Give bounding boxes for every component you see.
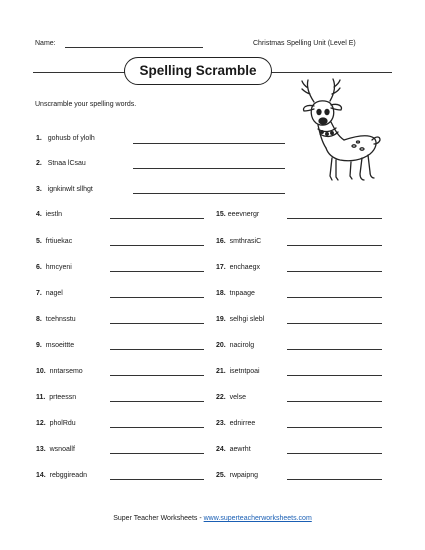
- footer-link[interactable]: www.superteacherworksheets.com: [203, 515, 312, 522]
- list-item: [216, 368, 260, 378]
- item-number: 11.: [36, 394, 46, 401]
- answer-blank[interactable]: [110, 479, 204, 480]
- list-item: [36, 368, 83, 378]
- scrambled-word: nagel: [45, 290, 63, 297]
- item-number: 15.: [216, 211, 226, 218]
- footer: [0, 515, 425, 522]
- list-item: [36, 186, 93, 196]
- list-item: [216, 342, 254, 352]
- scrambled-word: iestln: [45, 211, 63, 218]
- scrambled-word: nntarsemo: [49, 368, 83, 375]
- scrambled-word: isetntpoai: [229, 368, 260, 375]
- scrambled-word: tnpaage: [229, 290, 255, 297]
- answer-blank[interactable]: [110, 218, 204, 219]
- item-number: 1.: [36, 135, 42, 142]
- item-number: 24.: [216, 446, 226, 453]
- item-number: 8.: [36, 316, 42, 323]
- scrambled-word: ignkinwlt sllhgt: [47, 186, 93, 193]
- answer-blank[interactable]: [110, 245, 204, 246]
- item-number: 9.: [36, 342, 42, 349]
- scrambled-word: smthrasiC: [229, 238, 262, 245]
- list-item: [216, 394, 246, 404]
- scrambled-word: pholRdu: [49, 420, 76, 427]
- answer-blank[interactable]: [110, 323, 204, 324]
- page-title: Spelling Scramble: [124, 57, 272, 85]
- answer-blank[interactable]: [133, 168, 285, 169]
- scrambled-word: eeevnergr: [227, 211, 260, 218]
- list-item: [216, 211, 259, 221]
- unit-label: Christmas Spelling Unit (Level E): [253, 40, 356, 47]
- item-number: 21.: [216, 368, 226, 375]
- answer-blank[interactable]: [110, 401, 204, 402]
- list-item: [36, 394, 76, 404]
- scrambled-word: prteessn: [49, 394, 77, 401]
- item-number: 13.: [36, 446, 46, 453]
- name-blank[interactable]: [65, 39, 203, 48]
- answer-blank[interactable]: [287, 297, 382, 298]
- scrambled-word: selhgi slebl: [229, 316, 265, 323]
- item-number: 10.: [36, 368, 46, 375]
- scrambled-word: tcehnsstu: [45, 316, 76, 323]
- scrambled-word: rwpaipng: [229, 472, 259, 479]
- list-item: [36, 211, 62, 221]
- list-item: [216, 472, 258, 482]
- scrambled-word: rebggireadn: [49, 472, 87, 479]
- list-item: [216, 420, 255, 430]
- list-item: [36, 238, 72, 248]
- instructions: Unscramble your spelling words.: [35, 101, 137, 108]
- footer-text: Super Teacher Worksheets -: [113, 515, 204, 522]
- list-item: [216, 290, 255, 300]
- answer-blank[interactable]: [287, 349, 382, 350]
- item-number: 12.: [36, 420, 46, 427]
- scrambled-word: aewrht: [229, 446, 251, 453]
- list-item: [36, 446, 75, 456]
- answer-blank[interactable]: [110, 453, 204, 454]
- item-number: 6.: [36, 264, 42, 271]
- answer-blank[interactable]: [133, 143, 285, 144]
- scrambled-word: hmcyeni: [45, 264, 72, 271]
- item-number: 25.: [216, 472, 226, 479]
- scrambled-word: wsnoallf: [49, 446, 75, 453]
- item-number: 2.: [36, 160, 42, 167]
- list-item: [216, 316, 264, 326]
- list-item: [36, 290, 63, 300]
- scrambled-word: velse: [229, 394, 246, 401]
- item-number: 18.: [216, 290, 226, 297]
- name-label: Name:: [35, 40, 56, 47]
- reindeer-illustration: [296, 76, 396, 188]
- scrambled-word: enchaegx: [229, 264, 260, 271]
- item-number: 23.: [216, 420, 226, 427]
- list-item: [36, 316, 76, 326]
- answer-blank[interactable]: [287, 218, 382, 219]
- item-number: 22.: [216, 394, 226, 401]
- item-number: 3.: [36, 186, 42, 193]
- scrambled-word: nacirolg: [229, 342, 255, 349]
- answer-blank[interactable]: [133, 193, 285, 194]
- answer-blank[interactable]: [287, 427, 382, 428]
- answer-blank[interactable]: [287, 479, 382, 480]
- list-item: [36, 264, 72, 274]
- answer-blank[interactable]: [287, 453, 382, 454]
- answer-blank[interactable]: [287, 375, 382, 376]
- answer-blank[interactable]: [110, 375, 204, 376]
- list-item: [216, 238, 261, 248]
- item-number: 20.: [216, 342, 226, 349]
- answer-blank[interactable]: [110, 427, 204, 428]
- list-item: [216, 446, 251, 456]
- scrambled-word: Stnaa lCsau: [47, 160, 86, 167]
- item-number: 5.: [36, 238, 42, 245]
- list-item: [36, 472, 87, 482]
- scrambled-word: gohusb of ylolh: [47, 135, 95, 142]
- list-item: [36, 135, 95, 145]
- answer-blank[interactable]: [287, 245, 382, 246]
- scrambled-word: ednirree: [229, 420, 256, 427]
- scrambled-word: frtiuekac: [45, 238, 73, 245]
- item-number: 17.: [216, 264, 226, 271]
- scrambled-word: msoeittte: [45, 342, 75, 349]
- list-item: [36, 342, 74, 352]
- item-number: 7.: [36, 290, 42, 297]
- answer-blank[interactable]: [287, 323, 382, 324]
- list-item: [36, 420, 76, 430]
- list-item: [216, 264, 260, 274]
- answer-blank[interactable]: [110, 271, 204, 272]
- item-number: 4.: [36, 211, 42, 218]
- answer-blank[interactable]: [110, 297, 204, 298]
- list-item: [36, 160, 86, 170]
- item-number: 14.: [36, 472, 46, 479]
- answer-blank[interactable]: [110, 349, 204, 350]
- answer-blank[interactable]: [287, 401, 382, 402]
- answer-blank[interactable]: [287, 271, 382, 272]
- item-number: 16.: [216, 238, 226, 245]
- item-number: 19.: [216, 316, 226, 323]
